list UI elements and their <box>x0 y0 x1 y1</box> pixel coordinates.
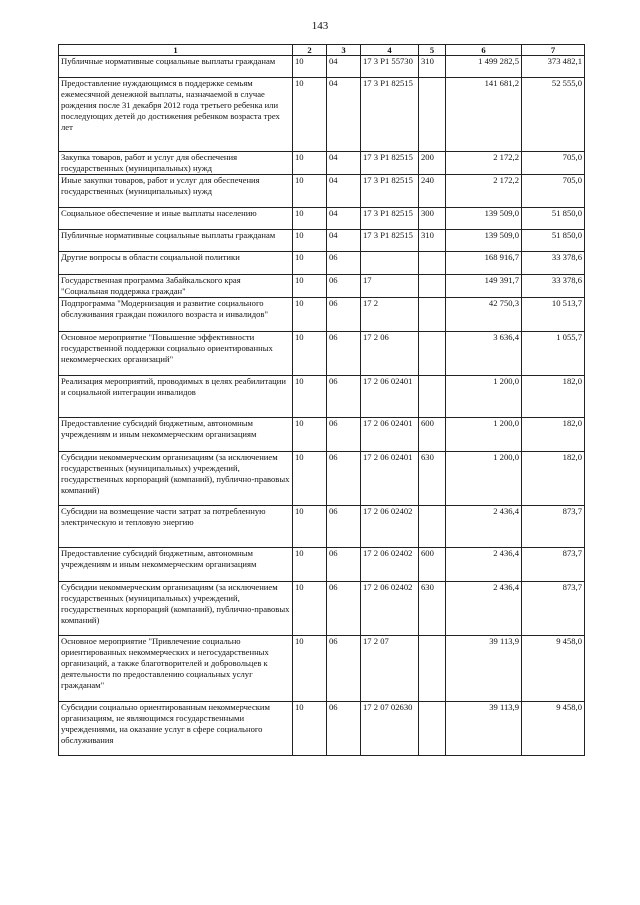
row-target-article: 17 2 06 02401 <box>361 452 419 506</box>
row-section: 10 <box>293 376 327 418</box>
row-expense-type: 310 <box>419 56 446 78</box>
table-row <box>59 332 585 376</box>
row-subsection: 06 <box>327 506 361 548</box>
row-expense-type: 630 <box>419 582 446 636</box>
row-section: 10 <box>293 418 327 452</box>
row-subsection: 04 <box>327 175 361 208</box>
table-row <box>59 175 585 208</box>
header-row <box>59 45 585 56</box>
budget-table <box>58 44 585 756</box>
row-name: Субсидии некоммерческим организациям (за исключением государственных (муниципальных) учреждений, государственных корпораций (компаний), публично-правовых компаний) <box>59 582 293 636</box>
row-sum-year-2: 873,7 <box>522 548 585 582</box>
table-row <box>59 548 585 582</box>
row-sum-year-1: 1 200,0 <box>446 452 522 506</box>
row-sum-year-2: 182,0 <box>522 452 585 506</box>
row-section: 10 <box>293 332 327 376</box>
row-sum-year-1: 39 113,9 <box>446 702 522 756</box>
row-section: 10 <box>293 230 327 252</box>
table-row <box>59 702 585 756</box>
row-name: Публичные нормативные социальные выплаты гражданам <box>59 56 293 78</box>
row-target-article: 17 3 P1 82515 <box>361 208 419 230</box>
row-target-article: 17 3 P1 82515 <box>361 78 419 152</box>
col-header: 3 <box>327 45 361 56</box>
row-target-article: 17 2 06 <box>361 332 419 376</box>
row-name: Субсидии некоммерческим организациям (за исключением государственных (муниципальных) учреждений, государственных корпораций (компаний), публично-правовых компаний) <box>59 452 293 506</box>
row-sum-year-1: 141 681,2 <box>446 78 522 152</box>
row-name: Предоставление нуждающимся в поддержке семьям ежемесячной денежной выплаты, назначаемой в случае рождения после 31 декабря 2012 года третьего ребенка или последующих детей до достижения ребенком возраста трех лет <box>59 78 293 152</box>
row-target-article: 17 2 06 02402 <box>361 548 419 582</box>
row-sum-year-2: 51 850,0 <box>522 230 585 252</box>
row-subsection: 04 <box>327 208 361 230</box>
row-subsection: 04 <box>327 78 361 152</box>
col-header: 2 <box>293 45 327 56</box>
row-subsection: 06 <box>327 418 361 452</box>
row-sum-year-1: 39 113,9 <box>446 636 522 702</box>
row-subsection: 06 <box>327 298 361 332</box>
row-target-article: 17 2 06 02401 <box>361 376 419 418</box>
row-subsection: 06 <box>327 636 361 702</box>
row-subsection: 06 <box>327 376 361 418</box>
row-sum-year-1: 42 750,3 <box>446 298 522 332</box>
row-name: Основное мероприятие "Привлечение социально ориентированных некоммерческих и негосударственных организаций, а также благотворителей и добровольцев к деятельности по предоставлению социальных услуг гражданам" <box>59 636 293 702</box>
row-target-article: 17 2 06 02402 <box>361 582 419 636</box>
row-name: Предоставление субсидий бюджетным, автономным учреждениям и иным некоммерческим организациям <box>59 418 293 452</box>
table-row <box>59 582 585 636</box>
row-subsection: 04 <box>327 152 361 175</box>
row-target-article: 17 2 06 02402 <box>361 506 419 548</box>
row-sum-year-1: 139 509,0 <box>446 208 522 230</box>
row-section: 10 <box>293 702 327 756</box>
col-header: 5 <box>419 45 446 56</box>
row-sum-year-2: 182,0 <box>522 418 585 452</box>
row-section: 10 <box>293 548 327 582</box>
row-target-article: 17 3 P1 82515 <box>361 152 419 175</box>
row-sum-year-2: 52 555,0 <box>522 78 585 152</box>
row-target-article: 17 2 06 02401 <box>361 418 419 452</box>
row-target-article: 17 2 <box>361 298 419 332</box>
table-row <box>59 208 585 230</box>
row-name: Публичные нормативные социальные выплаты гражданам <box>59 230 293 252</box>
row-section: 10 <box>293 56 327 78</box>
row-sum-year-2: 51 850,0 <box>522 208 585 230</box>
table-row <box>59 275 585 298</box>
row-target-article: 17 2 07 02630 <box>361 702 419 756</box>
col-header: 1 <box>59 45 293 56</box>
row-subsection: 06 <box>327 582 361 636</box>
row-sum-year-1: 2 172,2 <box>446 175 522 208</box>
row-section: 10 <box>293 452 327 506</box>
row-expense-type: 300 <box>419 208 446 230</box>
row-subsection: 06 <box>327 332 361 376</box>
row-name: Другие вопросы в области социальной политики <box>59 252 293 275</box>
row-sum-year-2: 873,7 <box>522 506 585 548</box>
row-section: 10 <box>293 506 327 548</box>
row-expense-type: 310 <box>419 230 446 252</box>
row-expense-type <box>419 636 446 702</box>
row-section: 10 <box>293 298 327 332</box>
row-expense-type: 630 <box>419 452 446 506</box>
row-name: Государственная программа Забайкальского края "Социальная поддержка граждан" <box>59 275 293 298</box>
table-row <box>59 152 585 175</box>
table-row <box>59 376 585 418</box>
row-name: Основное мероприятие "Повышение эффективности государственной поддержки социально ориентированных некоммерческих организаций" <box>59 332 293 376</box>
row-name: Реализация мероприятий, проводимых в целях реабилитации и социальной интеграции инвалидов <box>59 376 293 418</box>
row-target-article: 17 3 P1 55730 <box>361 56 419 78</box>
col-header: 6 <box>446 45 522 56</box>
row-sum-year-1: 1 499 282,5 <box>446 56 522 78</box>
row-section: 10 <box>293 275 327 298</box>
row-section: 10 <box>293 582 327 636</box>
row-name: Иные закупки товаров, работ и услуг для обеспечения государственных (муниципальных) нужд <box>59 175 293 208</box>
row-expense-type: 240 <box>419 175 446 208</box>
row-section: 10 <box>293 208 327 230</box>
row-name: Подпрограмма "Модернизация и развитие социального обслуживания граждан пожилого возраста и инвалидов" <box>59 298 293 332</box>
row-name: Субсидии социально ориентированным некоммерческим организациям, не являющимся государственными учреждениями, на оказание услуг в сфере социального обслуживания <box>59 702 293 756</box>
table-row <box>59 78 585 152</box>
row-sum-year-2: 33 378,6 <box>522 275 585 298</box>
row-target-article: 17 2 07 <box>361 636 419 702</box>
table-row <box>59 230 585 252</box>
row-name: Социальное обеспечение и иные выплаты населению <box>59 208 293 230</box>
row-sum-year-2: 33 378,6 <box>522 252 585 275</box>
row-section: 10 <box>293 78 327 152</box>
row-sum-year-2: 182,0 <box>522 376 585 418</box>
row-subsection: 04 <box>327 230 361 252</box>
row-name: Предоставление субсидий бюджетным, автономным учреждениям и иным некоммерческим организациям <box>59 548 293 582</box>
row-sum-year-2: 373 482,1 <box>522 56 585 78</box>
table-row <box>59 452 585 506</box>
row-sum-year-1: 2 436,4 <box>446 506 522 548</box>
row-subsection: 06 <box>327 275 361 298</box>
row-expense-type <box>419 275 446 298</box>
col-header: 7 <box>522 45 585 56</box>
row-subsection: 04 <box>327 56 361 78</box>
row-section: 10 <box>293 636 327 702</box>
row-expense-type <box>419 78 446 152</box>
row-sum-year-1: 2 436,4 <box>446 548 522 582</box>
row-section: 10 <box>293 175 327 208</box>
row-expense-type: 600 <box>419 548 446 582</box>
row-target-article: 17 <box>361 275 419 298</box>
row-sum-year-2: 873,7 <box>522 582 585 636</box>
row-expense-type <box>419 332 446 376</box>
row-expense-type <box>419 298 446 332</box>
row-section: 10 <box>293 152 327 175</box>
row-name: Субсидии на возмещение части затрат за потребленную электрическую и тепловую энергию <box>59 506 293 548</box>
table-row <box>59 56 585 78</box>
row-sum-year-1: 1 200,0 <box>446 376 522 418</box>
row-sum-year-1: 2 172,2 <box>446 152 522 175</box>
page-number: 143 <box>311 20 329 32</box>
row-target-article: 17 3 P1 82515 <box>361 230 419 252</box>
table-row <box>59 298 585 332</box>
row-subsection: 06 <box>327 452 361 506</box>
row-sum-year-2: 705,0 <box>522 152 585 175</box>
row-sum-year-2: 1 055,7 <box>522 332 585 376</box>
row-sum-year-1: 168 916,7 <box>446 252 522 275</box>
row-expense-type <box>419 702 446 756</box>
row-sum-year-1: 149 391,7 <box>446 275 522 298</box>
row-expense-type <box>419 376 446 418</box>
table-row <box>59 506 585 548</box>
table-row <box>59 636 585 702</box>
row-name: Закупка товаров, работ и услуг для обеспечения государственных (муниципальных) нужд <box>59 152 293 175</box>
row-target-article: 17 3 P1 82515 <box>361 175 419 208</box>
col-header: 4 <box>361 45 419 56</box>
row-sum-year-2: 10 513,7 <box>522 298 585 332</box>
row-subsection: 06 <box>327 702 361 756</box>
row-sum-year-1: 1 200,0 <box>446 418 522 452</box>
row-sum-year-1: 2 436,4 <box>446 582 522 636</box>
table-row <box>59 418 585 452</box>
row-expense-type <box>419 506 446 548</box>
row-sum-year-2: 705,0 <box>522 175 585 208</box>
row-section: 10 <box>293 252 327 275</box>
row-sum-year-2: 9 458,0 <box>522 702 585 756</box>
row-expense-type: 200 <box>419 152 446 175</box>
row-target-article <box>361 252 419 275</box>
row-sum-year-1: 139 509,0 <box>446 230 522 252</box>
table-row <box>59 252 585 275</box>
row-sum-year-1: 3 636,4 <box>446 332 522 376</box>
row-expense-type: 600 <box>419 418 446 452</box>
row-subsection: 06 <box>327 252 361 275</box>
row-sum-year-2: 9 458,0 <box>522 636 585 702</box>
row-expense-type <box>419 252 446 275</box>
row-subsection: 06 <box>327 548 361 582</box>
